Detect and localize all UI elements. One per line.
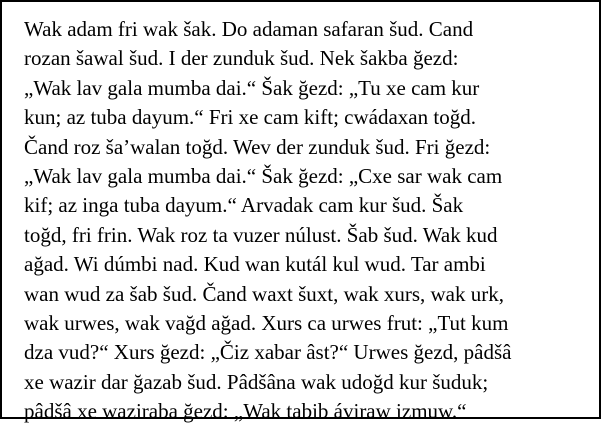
text-line: „Wak lav gala mumba dai.“ Šak ğezd: „Cxe sar wak cam (24, 164, 503, 189)
document-text (24, 15, 594, 427)
text-line: rozan šawal šud. I der zunduk šud. Nek šakba ğezd: (24, 46, 459, 71)
text-line: wan wud za šab šud. Čand waxt šuxt, wak xurs, wak urk, (24, 281, 504, 306)
text-line: kun; az tuba dayum.“ Fri xe cam kift; cwádaxan toğd. (24, 105, 476, 130)
text-line: „Wak lav gala mumba dai.“ Šak ğezd: „Tu xe cam kur (24, 75, 480, 100)
text-line: Čand roz ša’walan toğd. Wev der zunduk šud. Fri ğezd: (24, 134, 491, 159)
text-line: xe wazir dar ğazab šud. Pâdšâna wak udoğd kur šuduk; (24, 369, 489, 394)
text-line: dza vud?“ Xurs ğezd: „Čiz xabar âst?“ Urwes ğezd, pâdšâ (24, 340, 512, 365)
text-line: ağad. Wi dúmbi nad. Kud wan kutál kul wud. Tar ambi (24, 252, 486, 277)
text-line: Wak adam fri wak šak. Do adaman safaran šud. Cand (24, 17, 474, 41)
text-line: toğd, fri frin. Wak roz ta vuzer núlust. Šab šud. Wak kud (24, 222, 498, 247)
text-line: wak urwes, wak vağd ağad. Xurs ca urwes frut: „Tut kum (24, 311, 509, 336)
text-line: kif; az inga tuba dayum.“ Arvadak cam kur šud. Šak (24, 193, 464, 218)
text-line: pâdšâ xe waziraba ğezd: „Wak tabib áviraw izmuw.“ (24, 399, 467, 424)
